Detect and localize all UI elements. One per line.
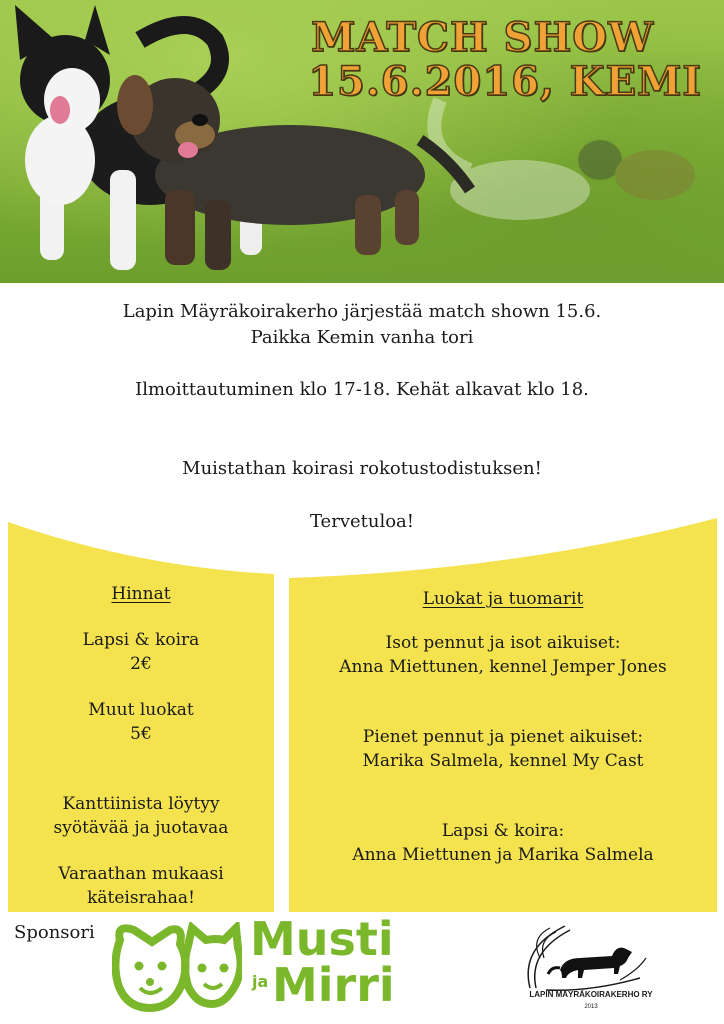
intro-line-vaccination: Muistathan koirasi rokotustodistuksen!: [182, 458, 542, 479]
club-name: LAPIN MÄYRÄKOIRAKERHO RY: [529, 990, 653, 999]
sponsor-brand-musti: Musti: [250, 912, 394, 966]
event-title: [308, 14, 702, 105]
classes-panel: [289, 518, 717, 912]
club-year: 2013: [584, 1004, 598, 1010]
dachshund-club-logo-icon: [520, 918, 660, 996]
canteen-note: syötävää ja juotavaa: [53, 818, 229, 838]
classes-heading: Luokat ja tuomarit: [422, 589, 584, 609]
class-judges: Marika Salmela, kennel My Cast: [362, 751, 644, 771]
cash-note: Varaathan mukaasi: [58, 864, 224, 884]
classes-content: [289, 587, 717, 867]
sponsor-brand-mirri: Mirri: [272, 958, 395, 1012]
title-line-1: MATCH SHOW: [311, 14, 654, 61]
intro-line-welcome: Tervetuloa!: [309, 511, 415, 532]
price-item-value: 5€: [130, 724, 152, 744]
prices-content: [8, 582, 274, 910]
sponsor-label: Sponsori: [14, 922, 95, 943]
intro-line-organizer: Lapin Mäyräkoirakerho järjestää match shown 15.6.: [122, 301, 602, 322]
cash-note: käteisrahaa!: [87, 888, 195, 908]
class-judges: Anna Miettunen ja Marika Salmela: [352, 845, 654, 865]
class-name: Pienet pennut ja pienet aikuiset:: [362, 727, 644, 747]
class-name: Lapsi & koira:: [441, 821, 565, 841]
hero-image: [0, 0, 724, 283]
class-name: Isot pennut ja isot aikuiset:: [385, 633, 621, 653]
intro-line-schedule: Ilmoittautuminen klo 17-18. Kehät alkavat klo 18.: [135, 379, 589, 400]
sponsor-brand-ja: ja: [252, 972, 269, 991]
title-line-2: 15.6.2016, KEMI: [308, 58, 702, 105]
class-judges: Anna Miettunen, kennel Jemper Jones: [339, 657, 667, 677]
musti-mirri-pets-logo-icon: [112, 922, 242, 1014]
prices-heading: Hinnat: [111, 584, 171, 604]
canteen-note: Kanttiinista löytyy: [62, 794, 220, 814]
price-item-label: Muut luokat: [88, 700, 194, 720]
price-item-value: 2€: [130, 654, 152, 674]
price-item-label: Lapsi & koira: [82, 630, 200, 650]
intro-line-location: Paikka Kemin vanha tori: [250, 327, 474, 348]
prices-panel: [8, 522, 274, 912]
